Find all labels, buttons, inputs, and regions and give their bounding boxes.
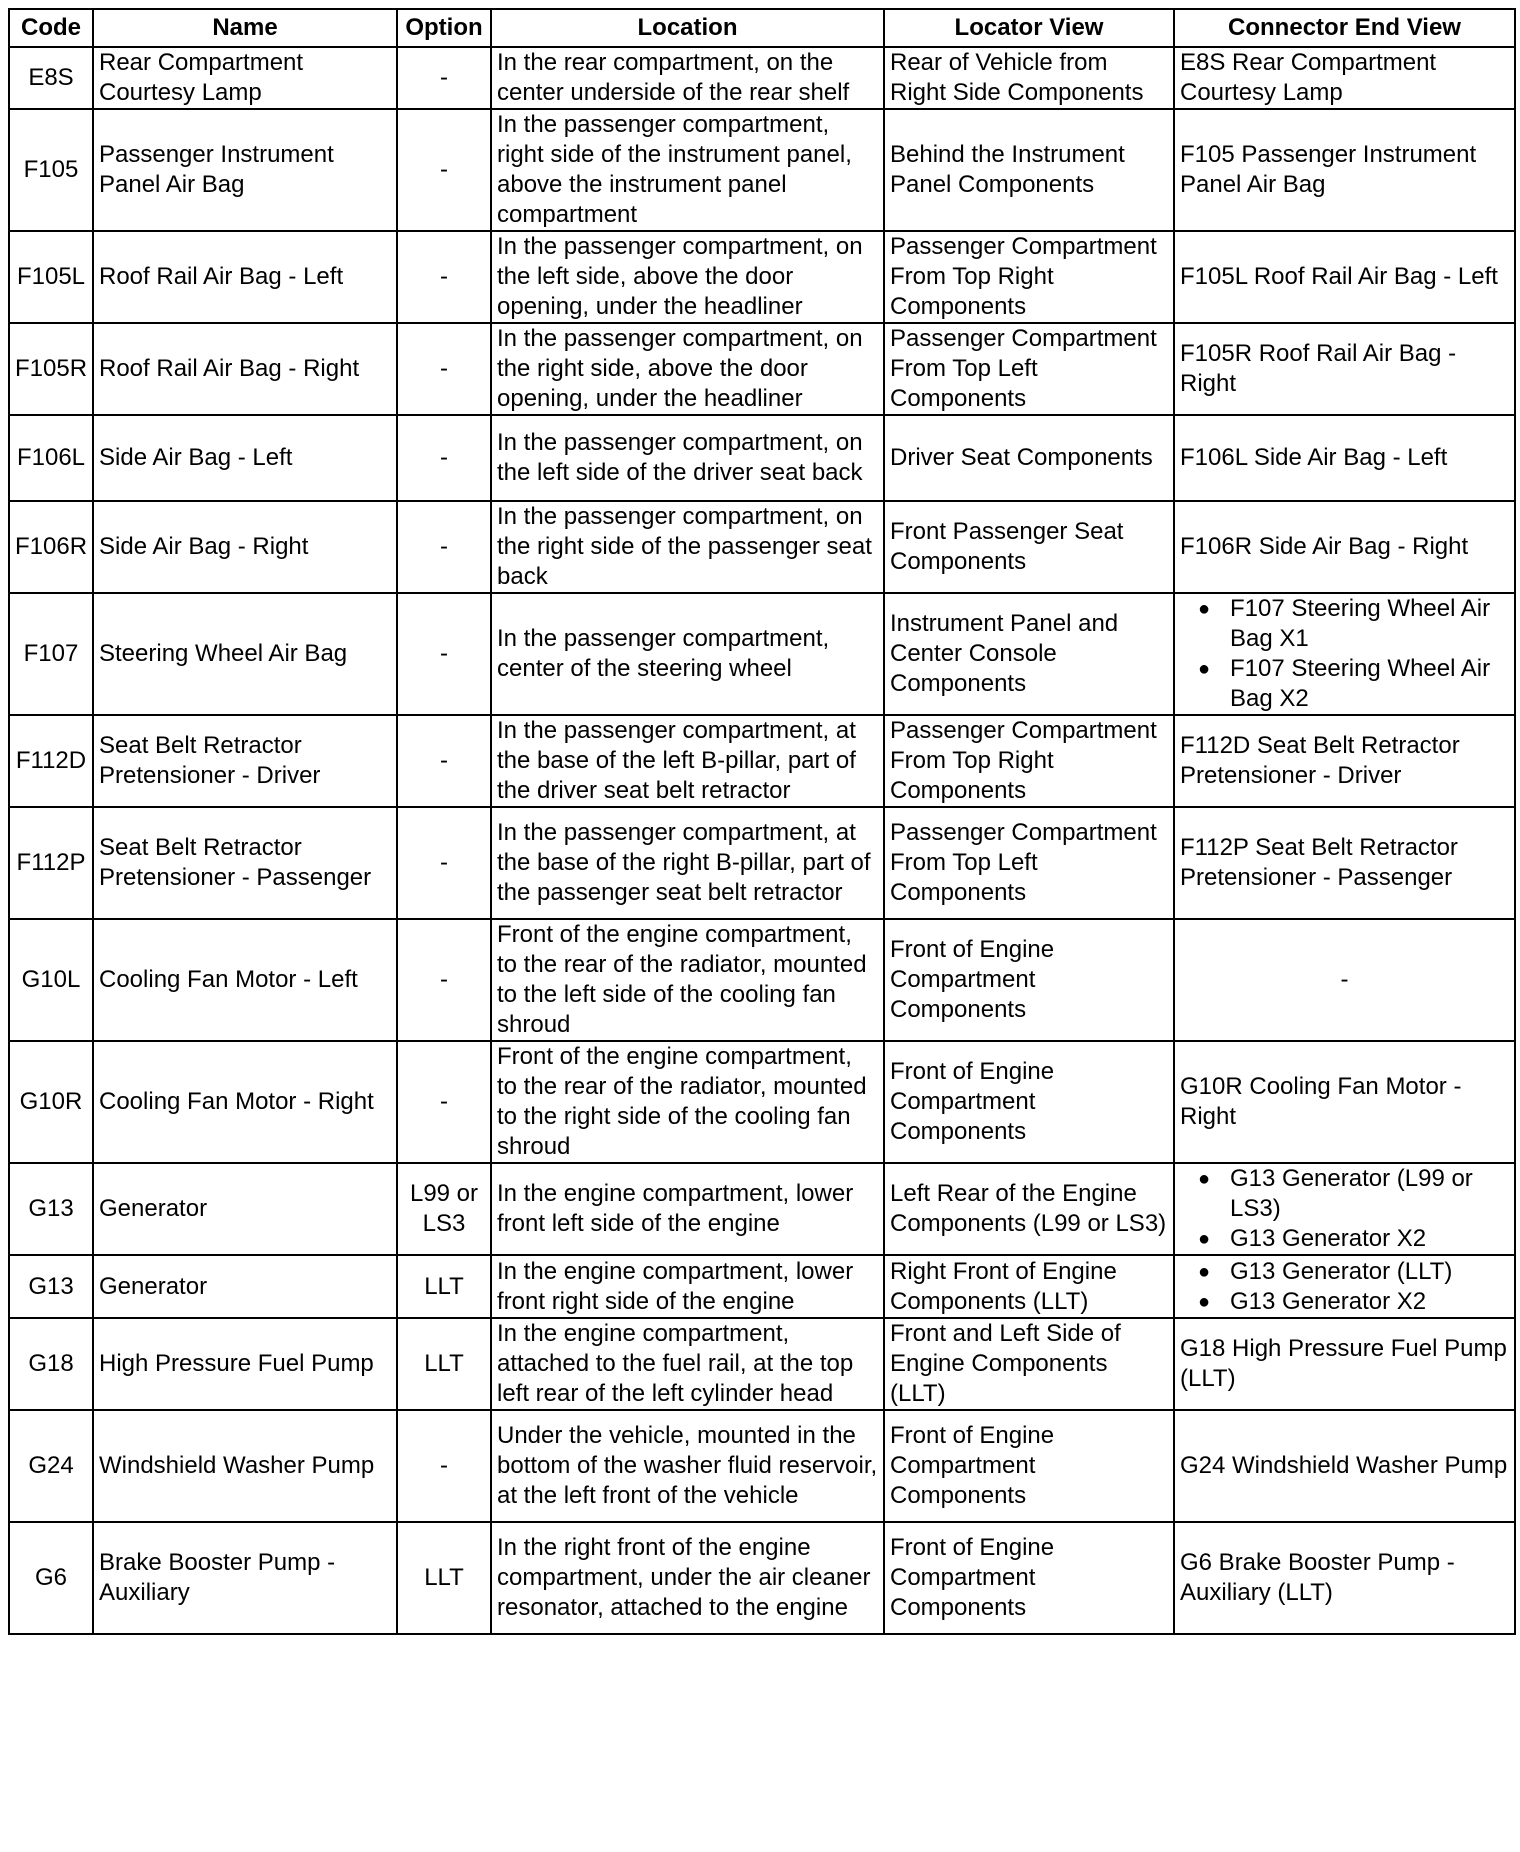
cell-name: Seat Belt Retractor Pretensioner - Driver	[93, 715, 397, 807]
cell-code: F112D	[9, 715, 93, 807]
cell-code: F105	[9, 109, 93, 231]
cell-option: -	[397, 47, 491, 109]
cell-code: G6	[9, 1522, 93, 1634]
cell-code: G24	[9, 1410, 93, 1522]
cell-locator-view: Instrument Panel and Center Console Components	[884, 593, 1174, 715]
cell-connector-end-view: F112P Seat Belt Retractor Pretensioner - Passenger	[1174, 807, 1515, 919]
cell-connector-end-view	[1174, 593, 1515, 715]
cell-option: L99 or LS3	[397, 1163, 491, 1255]
connector-list	[1180, 1257, 1509, 1317]
table-row	[9, 1410, 1515, 1522]
header-connector-end-view: Connector End View	[1174, 9, 1515, 47]
table-row	[9, 1255, 1515, 1318]
connector-list-item: ● G13 Generator (LLT)	[1180, 1257, 1509, 1287]
cell-connector-end-view: F106L Side Air Bag - Left	[1174, 415, 1515, 501]
cell-code: F105R	[9, 323, 93, 415]
cell-locator-view: Passenger Compartment From Top Left Components	[884, 807, 1174, 919]
cell-location: In the passenger compartment, on the left side, above the door opening, under the headliner	[491, 231, 884, 323]
cell-connector-end-view	[1174, 1163, 1515, 1255]
cell-option: -	[397, 231, 491, 323]
connector-list-item: ● G13 Generator X2	[1180, 1224, 1509, 1254]
cell-location: In the passenger compartment, on the left side of the driver seat back	[491, 415, 884, 501]
table-row	[9, 593, 1515, 715]
cell-name: High Pressure Fuel Pump	[93, 1318, 397, 1410]
cell-name: Passenger Instrument Panel Air Bag	[93, 109, 397, 231]
cell-code: G10R	[9, 1041, 93, 1163]
cell-name: Generator	[93, 1163, 397, 1255]
cell-locator-view: Driver Seat Components	[884, 415, 1174, 501]
cell-connector-end-view	[1174, 1255, 1515, 1318]
cell-connector-end-view: F112D Seat Belt Retractor Pretensioner - Driver	[1174, 715, 1515, 807]
cell-connector-end-view: G10R Cooling Fan Motor - Right	[1174, 1041, 1515, 1163]
cell-locator-view: Rear of Vehicle from Right Side Components	[884, 47, 1174, 109]
cell-option: -	[397, 593, 491, 715]
connector-list	[1180, 594, 1509, 714]
connector-list	[1180, 1164, 1509, 1254]
cell-location: In the engine compartment, lower front right side of the engine	[491, 1255, 884, 1318]
cell-connector-end-view: F105L Roof Rail Air Bag - Left	[1174, 231, 1515, 323]
cell-connector-end-view: E8S Rear Compartment Courtesy Lamp	[1174, 47, 1515, 109]
cell-name: Side Air Bag - Left	[93, 415, 397, 501]
cell-location: In the passenger compartment, on the right side, above the door opening, under the headliner	[491, 323, 884, 415]
table-row	[9, 501, 1515, 593]
header-option: Option	[397, 9, 491, 47]
cell-location: In the right front of the engine compartment, under the air cleaner resonator, attached to the engine	[491, 1522, 884, 1634]
table-row	[9, 231, 1515, 323]
table-row	[9, 715, 1515, 807]
connector-list-item: ● G13 Generator X2	[1180, 1287, 1509, 1317]
cell-location: In the passenger compartment, on the right side of the passenger seat back	[491, 501, 884, 593]
cell-option: LLT	[397, 1522, 491, 1634]
cell-locator-view: Front Passenger Seat Components	[884, 501, 1174, 593]
cell-locator-view: Front of Engine Compartment Components	[884, 1410, 1174, 1522]
header-name: Name	[93, 9, 397, 47]
cell-name: Side Air Bag - Right	[93, 501, 397, 593]
table-row	[9, 415, 1515, 501]
cell-option: -	[397, 919, 491, 1041]
component-locator-document	[8, 8, 1514, 1635]
cell-name: Windshield Washer Pump	[93, 1410, 397, 1522]
table-row	[9, 323, 1515, 415]
cell-code: G13	[9, 1163, 93, 1255]
table-row	[9, 1163, 1515, 1255]
header-locator-view: Locator View	[884, 9, 1174, 47]
table-row	[9, 1318, 1515, 1410]
cell-option: -	[397, 415, 491, 501]
cell-code: E8S	[9, 47, 93, 109]
cell-locator-view: Passenger Compartment From Top Right Components	[884, 715, 1174, 807]
cell-location: In the passenger compartment, right side of the instrument panel, above the instrument panel compartment	[491, 109, 884, 231]
connector-list-item: ● G13 Generator (L99 or LS3)	[1180, 1164, 1509, 1224]
cell-locator-view: Passenger Compartment From Top Left Components	[884, 323, 1174, 415]
cell-code: G10L	[9, 919, 93, 1041]
cell-name: Seat Belt Retractor Pretensioner - Passenger	[93, 807, 397, 919]
table-row	[9, 919, 1515, 1041]
cell-locator-view: Front of Engine Compartment Components	[884, 919, 1174, 1041]
cell-option: -	[397, 715, 491, 807]
cell-code: F106R	[9, 501, 93, 593]
cell-locator-view: Front of Engine Compartment Components	[884, 1522, 1174, 1634]
cell-locator-view: Front of Engine Compartment Components	[884, 1041, 1174, 1163]
cell-name: Roof Rail Air Bag - Right	[93, 323, 397, 415]
cell-locator-view: Passenger Compartment From Top Right Components	[884, 231, 1174, 323]
table-row	[9, 807, 1515, 919]
header-code: Code	[9, 9, 93, 47]
header-row	[9, 9, 1515, 47]
cell-code: G18	[9, 1318, 93, 1410]
cell-connector-end-view: F105R Roof Rail Air Bag - Right	[1174, 323, 1515, 415]
cell-connector-end-view: -	[1174, 919, 1515, 1041]
cell-option: -	[397, 109, 491, 231]
table-body	[9, 47, 1515, 1634]
component-table	[8, 8, 1516, 1635]
cell-code: F107	[9, 593, 93, 715]
cell-locator-view: Left Rear of the Engine Components (L99 or LS3)	[884, 1163, 1174, 1255]
cell-name: Rear Compartment Courtesy Lamp	[93, 47, 397, 109]
cell-location: In the passenger compartment, center of the steering wheel	[491, 593, 884, 715]
table-row	[9, 47, 1515, 109]
cell-location: In the engine compartment, lower front left side of the engine	[491, 1163, 884, 1255]
cell-option: -	[397, 501, 491, 593]
cell-code: F105L	[9, 231, 93, 323]
cell-connector-end-view: G18 High Pressure Fuel Pump (LLT)	[1174, 1318, 1515, 1410]
cell-connector-end-view: F106R Side Air Bag - Right	[1174, 501, 1515, 593]
cell-option: -	[397, 807, 491, 919]
table-row	[9, 1522, 1515, 1634]
cell-location: In the engine compartment, attached to the fuel rail, at the top left rear of the left cylinder head	[491, 1318, 884, 1410]
cell-name: Generator	[93, 1255, 397, 1318]
cell-name: Roof Rail Air Bag - Left	[93, 231, 397, 323]
cell-location: In the passenger compartment, at the base of the right B-pillar, part of the passenger seat belt retractor	[491, 807, 884, 919]
cell-option: -	[397, 1410, 491, 1522]
table-header	[9, 9, 1515, 47]
cell-option: -	[397, 323, 491, 415]
cell-connector-end-view: G6 Brake Booster Pump - Auxiliary (LLT)	[1174, 1522, 1515, 1634]
connector-list-item: ● F107 Steering Wheel Air Bag X2	[1180, 654, 1509, 714]
cell-option: LLT	[397, 1318, 491, 1410]
cell-location: Under the vehicle, mounted in the bottom of the washer fluid reservoir, at the left front of the vehicle	[491, 1410, 884, 1522]
cell-connector-end-view: G24 Windshield Washer Pump	[1174, 1410, 1515, 1522]
cell-location: In the passenger compartment, at the base of the left B-pillar, part of the driver seat belt retractor	[491, 715, 884, 807]
cell-name: Steering Wheel Air Bag	[93, 593, 397, 715]
header-location: Location	[491, 9, 884, 47]
cell-code: F112P	[9, 807, 93, 919]
cell-location: In the rear compartment, on the center underside of the rear shelf	[491, 47, 884, 109]
cell-name: Brake Booster Pump - Auxiliary	[93, 1522, 397, 1634]
cell-connector-end-view: F105 Passenger Instrument Panel Air Bag	[1174, 109, 1515, 231]
table-row	[9, 109, 1515, 231]
connector-list-item: ● F107 Steering Wheel Air Bag X1	[1180, 594, 1509, 654]
cell-option: -	[397, 1041, 491, 1163]
table-row	[9, 1041, 1515, 1163]
cell-locator-view: Front and Left Side of Engine Components (LLT)	[884, 1318, 1174, 1410]
cell-name: Cooling Fan Motor - Right	[93, 1041, 397, 1163]
cell-option: LLT	[397, 1255, 491, 1318]
cell-locator-view: Right Front of Engine Components (LLT)	[884, 1255, 1174, 1318]
cell-location: Front of the engine compartment, to the rear of the radiator, mounted to the right side of the cooling fan shroud	[491, 1041, 884, 1163]
cell-name: Cooling Fan Motor - Left	[93, 919, 397, 1041]
cell-location: Front of the engine compartment, to the rear of the radiator, mounted to the left side of the cooling fan shroud	[491, 919, 884, 1041]
cell-code: F106L	[9, 415, 93, 501]
cell-locator-view: Behind the Instrument Panel Components	[884, 109, 1174, 231]
cell-code: G13	[9, 1255, 93, 1318]
